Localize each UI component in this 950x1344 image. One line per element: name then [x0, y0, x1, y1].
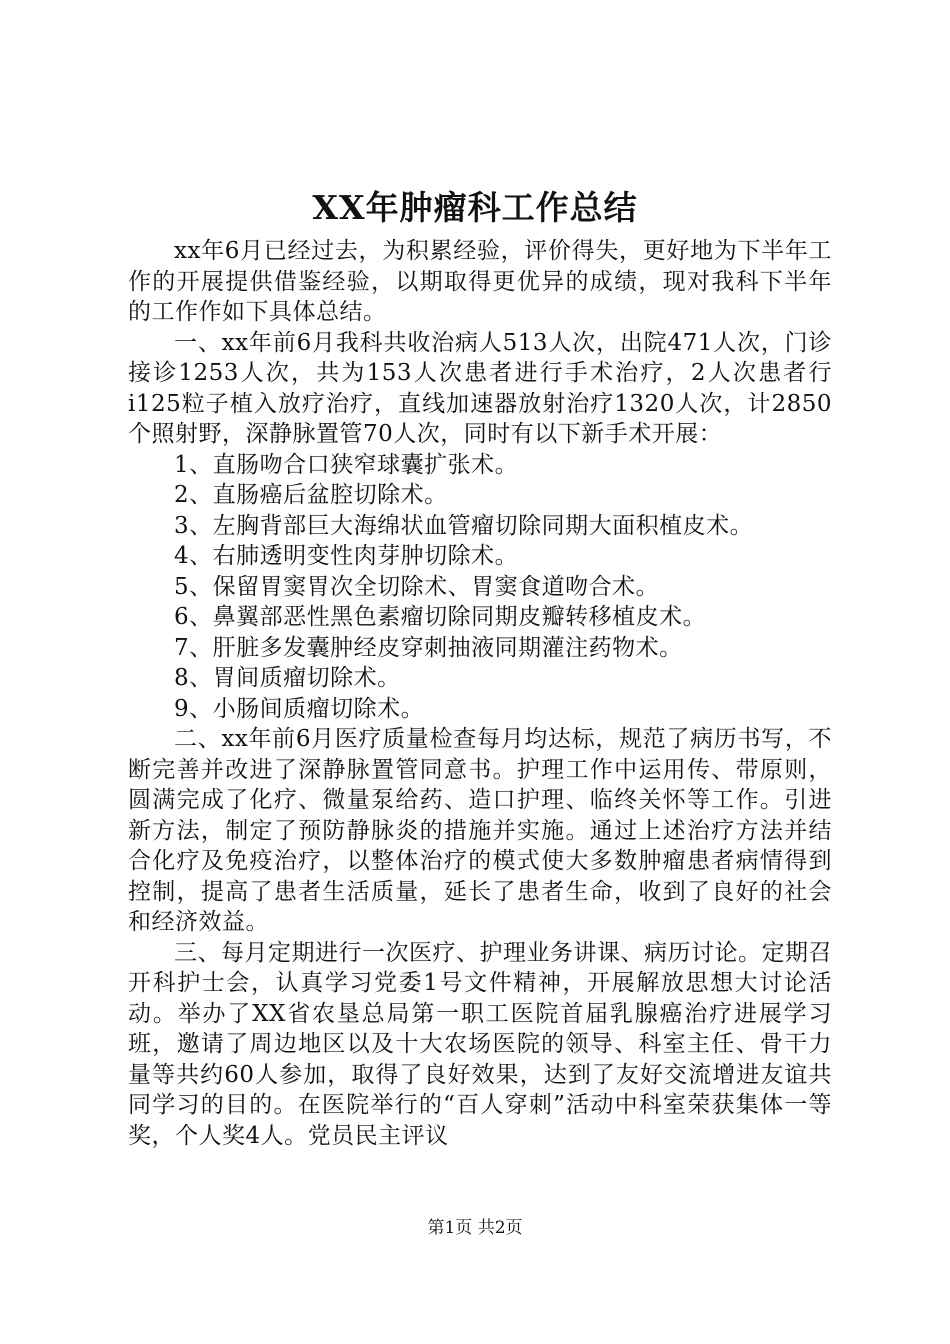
section-two-paragraph: 二、xx年前6月医疗质量检查每月均达标，规范了病历书写，不断完善并改进了深静脉置管同意书。护理工作中运用传、带原则，圆满完成了化疗、微量泵给药、造口护理、临终关怀等工作。引进新方法，制定了预防静脉炎的措施并实施。通过上述治疗方法并结合化疗及免疫治疗，以整体治疗的模式使大多数肿瘤患者病情得到控制，提高了患者生活质量，延长了患者生命，收到了良好的社会和经济效益。: [128, 726, 832, 935]
surgery-list-item: 9、小肠间质瘤切除术。: [174, 695, 425, 722]
surgery-list-item: 4、右肺透明变性肉芽肿切除术。: [174, 543, 519, 569]
surgery-list-item: 2、直肠癌后盆腔切除术。: [174, 482, 448, 508]
surgery-list-item: 1、直肠吻合口狭窄球囊扩张术。: [174, 451, 519, 478]
surgery-list-item: 5、保留胃窦胃次全切除术、胃窦食道吻合术。: [174, 573, 660, 600]
intro-paragraph: xx年6月已经过去，为积累经验，评价得失，更好地为下半年工作的开展提供借鉴经验，以期取得更优异的成绩，现对我科下半年的工作作如下具体总结。: [128, 238, 832, 325]
surgery-list-item: 6、鼻翼部恶性黑色素瘤切除同期皮瓣转移植皮术。: [174, 604, 707, 630]
surgery-list-item: 7、肝脏多发囊肿经皮穿刺抽液同期灌注药物术。: [174, 634, 683, 661]
page-number-footer: 第1页 共2页: [427, 1218, 523, 1238]
section-three-paragraph: 三、每月定期进行一次医疗、护理业务讲课、病历讨论。定期召开科护士会，认真学习党委1号文件精神，开展解放思想大讨论活动。举办了XX省农垦总局第一职工医院首届乳腺癌治疗进展学习班，邀请了周边地区以及十大农场医院的领导、科室主任、骨干力量等共约60人参加，取得了良好效果，达到了友好交流增进友谊共同学习的目的。在医院举行的“百人穿刺”活动中科室荣获集体一等奖，个人奖4人。党员民主评议: [128, 939, 832, 1149]
surgery-list-item: 3、左胸背部巨大海绵状血管瘤切除同期大面积植皮术。: [174, 512, 754, 539]
surgery-list-item: 8、胃间质瘤切除术。: [174, 665, 401, 691]
document-title: XX年肿瘤科工作总结: [312, 188, 638, 227]
document-body: [128, 236, 832, 1151]
section-one-paragraph: 一、xx年前6月我科共收治病人513人次，出院471人次，门诊接诊1253人次，共为153人次患者进行手术治疗，2人次患者行i125粒子植入放疗治疗，直线加速器放射治疗1320人次，计2850个照射野，深静脉置管70人次，同时有以下新手术开展：: [128, 329, 832, 447]
